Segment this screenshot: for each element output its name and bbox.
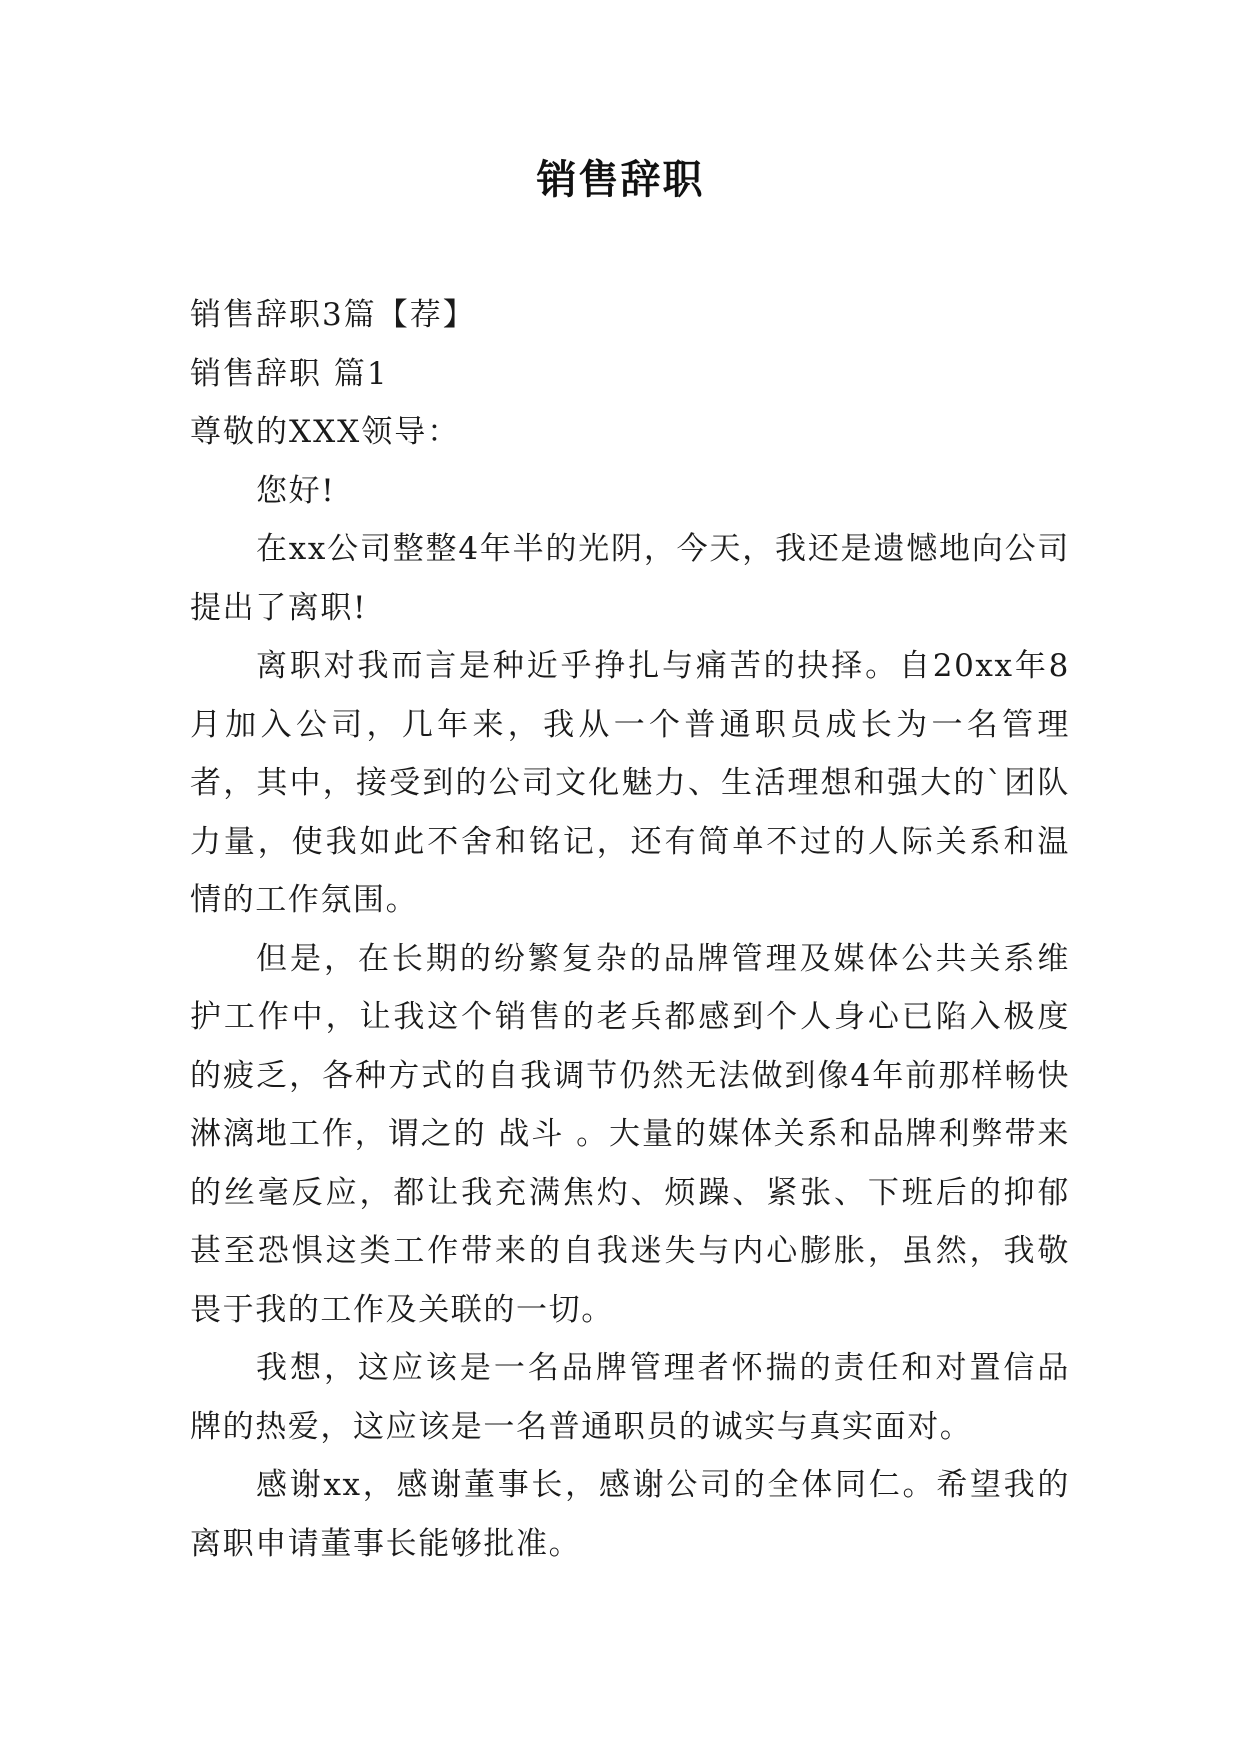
document-body [190, 286, 1070, 1573]
body-paragraph: 感谢xx，感谢董事长，感谢公司的全体同仁。希望我的离职申请董事长能够批准。 [190, 1467, 1070, 1562]
body-paragraph: 离职对我而言是种近乎挣扎与痛苦的抉择。自20xx年8月加入公司，几年来，我从一个普通职员成长为一名管理者，其中，接受到的公司文化魅力、生活理想和强大的`团队力量，使我如此不舍和铭记，还有简单不过的人际关系和温情的工作氛围。 [190, 648, 1070, 918]
body-paragraph: 在xx公司整整4年半的光阴，今天，我还是遗憾地向公司提出了离职! [190, 531, 1070, 626]
section-heading: 销售辞职 篇1 [190, 355, 389, 392]
body-paragraph: 但是，在长期的纷繁复杂的品牌管理及媒体公共关系维护工作中，让我这个销售的老兵都感到个人身心已陷入极度的疲乏，各种方式的自我调节仍然无法做到像4年前那样畅快淋漓地工作，谓之的 战斗 。大量的媒体关系和品牌利弊带来的丝毫反应，都让我充满焦灼、烦躁、紧张、下班后的抑郁 甚至恐惧这类工作带来的自我迷失与内心膨胀，虽然，我敬畏于我的工作及关联的一切。 [190, 940, 1070, 1328]
salutation: 尊敬的XXX领导： [190, 414, 461, 450]
greeting-paragraph: 您好! [256, 472, 336, 509]
document-title: 销售辞职 [536, 157, 705, 203]
body-paragraph: 我想，这应该是一名品牌管理者怀揣的责任和对置信品牌的热爱，这应该是一名普通职员的诚实与真实面对。 [190, 1350, 1070, 1445]
document-subtitle: 销售辞职3篇【荐】 [190, 297, 476, 333]
